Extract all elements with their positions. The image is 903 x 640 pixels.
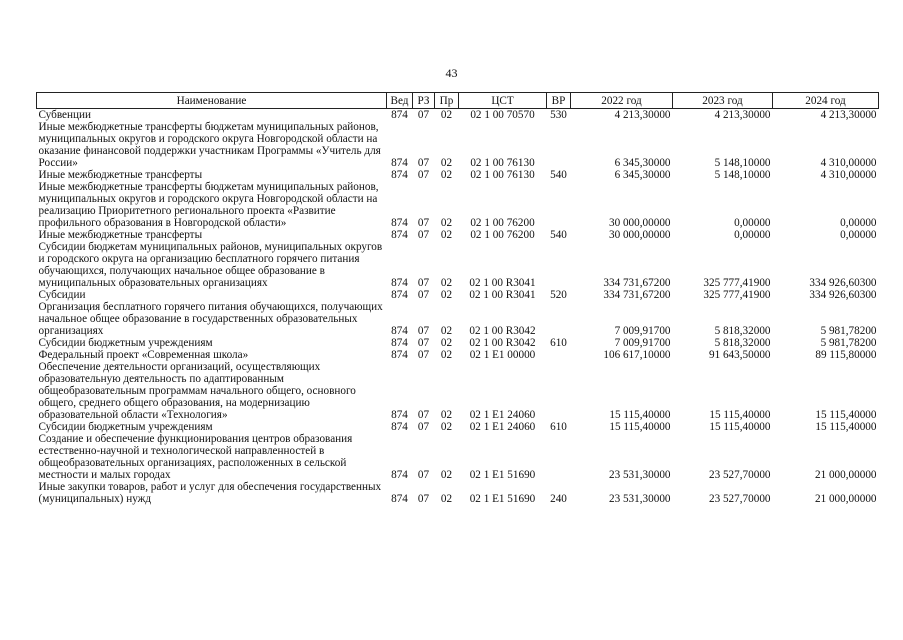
row-name: Создание и обеспечение функционирования центров образования естественно-научной и технологической направленностей в общеобразовательных организациях, расположенных в сельской местности и малых городах — [38, 433, 353, 481]
row-rz: 07 — [417, 325, 430, 337]
table-row — [37, 289, 879, 301]
row-vr: 540 — [550, 169, 567, 181]
row-rz: 07 — [417, 157, 430, 169]
row-pr: 02 — [440, 337, 453, 349]
row-amount-2023: 4 213,30000 — [714, 109, 771, 121]
row-amount-2023: 325 777,41900 — [703, 289, 771, 301]
table-row — [37, 181, 879, 229]
header-pr: Пр — [435, 93, 459, 109]
row-name: Иные межбюджетные трансферты бюджетам муниципальных районов, муниципальных округов и городского округа Новгородской области на реализацию Приоритетного регионального проекта «Развитие профильного образования в Новгородской области» — [38, 181, 379, 229]
row-vr — [547, 301, 571, 337]
row-vr — [547, 433, 571, 481]
row-vr — [547, 349, 571, 361]
row-amount-2024: 4 213,30000 — [820, 109, 877, 121]
row-vr — [547, 121, 571, 169]
row-pr: 02 — [440, 421, 453, 433]
row-vr — [547, 361, 571, 421]
row-name: Субсидии бюджетам муниципальных районов, муниципальных округов и городского округа на организацию бесплатного горячего питания обучающихся, получающих начальное общее образование в муниципальных образовательных организациях — [38, 241, 383, 289]
row-ved: 874 — [391, 109, 408, 121]
row-amount-2022: 4 213,30000 — [614, 109, 671, 121]
table-row — [37, 481, 879, 505]
row-ved: 874 — [391, 277, 408, 289]
header-2022: 2022 год — [571, 93, 673, 109]
row-rz: 07 — [417, 469, 430, 481]
row-vr: 530 — [550, 109, 567, 121]
row-amount-2022: 334 731,67200 — [603, 277, 671, 289]
row-name: Организация бесплатного горячего питания обучающихся, получающих начальное общее образование в государственных образовательных организациях — [38, 301, 383, 337]
row-cst: 02 1 00 R3042 — [469, 325, 536, 337]
row-amount-2024: 0,00000 — [840, 229, 877, 241]
table-row — [37, 301, 879, 337]
row-amount-2022: 334 731,67200 — [603, 289, 671, 301]
row-amount-2022: 23 531,30000 — [608, 493, 671, 505]
row-rz: 07 — [417, 337, 430, 349]
row-vr — [547, 181, 571, 229]
row-rz: 07 — [417, 349, 430, 361]
table-row — [37, 433, 879, 481]
row-amount-2023: 15 115,40000 — [709, 409, 771, 421]
row-amount-2022: 6 345,30000 — [614, 157, 671, 169]
header-vr: ВР — [547, 93, 571, 109]
row-cst: 02 1 00 R3041 — [469, 277, 536, 289]
table-row — [37, 169, 879, 181]
row-rz: 07 — [417, 409, 430, 421]
table-row — [37, 421, 879, 433]
row-rz: 07 — [417, 421, 430, 433]
row-amount-2023: 5 148,10000 — [714, 157, 771, 169]
table-row — [37, 109, 879, 122]
row-amount-2024: 5 981,78200 — [820, 337, 877, 349]
row-amount-2023: 0,00000 — [734, 217, 771, 229]
row-name: Обеспечение деятельности организаций, осуществляющих образовательную деятельность по адаптированным общеобразовательным программам начального общего, основного общего, среднего общего образования, на модернизацию образовательной области «Технология» — [38, 361, 356, 421]
row-rz: 07 — [417, 229, 430, 241]
row-amount-2024: 334 926,60300 — [809, 289, 877, 301]
row-name: Субвенции — [38, 109, 91, 121]
row-amount-2024: 21 000,00000 — [814, 469, 877, 481]
row-pr: 02 — [440, 157, 453, 169]
row-ved: 874 — [391, 169, 408, 181]
row-ved: 874 — [391, 421, 408, 433]
row-vr: 240 — [550, 493, 567, 505]
row-amount-2022: 15 115,40000 — [609, 409, 671, 421]
row-pr: 02 — [440, 289, 453, 301]
row-cst: 02 1 00 76130 — [470, 157, 535, 169]
row-ved: 874 — [391, 157, 408, 169]
table-row — [37, 229, 879, 241]
row-amount-2023: 325 777,41900 — [703, 277, 771, 289]
row-cst: 02 1 E1 00000 — [469, 349, 536, 361]
table-header-row — [37, 93, 879, 109]
row-amount-2023: 91 643,50000 — [708, 349, 771, 361]
row-vr: 610 — [550, 421, 567, 433]
row-amount-2024: 21 000,00000 — [814, 493, 877, 505]
row-pr: 02 — [440, 493, 453, 505]
row-rz: 07 — [417, 109, 430, 121]
row-name: Субсидии — [38, 289, 86, 301]
row-cst: 02 1 00 R3041 — [469, 289, 536, 301]
row-pr: 02 — [440, 109, 453, 121]
row-vr: 520 — [550, 289, 567, 301]
row-name: Иные межбюджетные трансферты — [38, 169, 203, 181]
row-cst: 02 1 E1 24060 — [469, 409, 536, 421]
table-row — [37, 241, 879, 289]
row-amount-2023: 5 818,32000 — [714, 337, 771, 349]
row-vr: 610 — [550, 337, 567, 349]
row-pr: 02 — [440, 229, 453, 241]
row-amount-2023: 5 818,32000 — [714, 325, 771, 337]
row-pr: 02 — [440, 169, 453, 181]
row-vr — [547, 241, 571, 289]
row-cst: 02 1 E1 51690 — [469, 493, 536, 505]
row-cst: 02 1 E1 24060 — [469, 421, 536, 433]
row-name: Иные закупки товаров, работ и услуг для обеспечения государственных (муниципальных) нужд — [38, 481, 382, 505]
table-body — [37, 109, 879, 506]
row-name: Федеральный проект «Современная школа» — [38, 349, 249, 361]
row-rz: 07 — [417, 217, 430, 229]
table-row — [37, 349, 879, 361]
row-amount-2023: 5 148,10000 — [714, 169, 771, 181]
row-ved: 874 — [391, 229, 408, 241]
row-amount-2023: 0,00000 — [734, 229, 771, 241]
table-row — [37, 361, 879, 421]
row-ved: 874 — [391, 217, 408, 229]
row-ved: 874 — [391, 289, 408, 301]
row-ved: 874 — [391, 325, 408, 337]
row-amount-2024: 334 926,60300 — [809, 277, 877, 289]
row-amount-2024: 15 115,40000 — [815, 421, 877, 433]
row-pr: 02 — [440, 217, 453, 229]
row-rz: 07 — [417, 289, 430, 301]
row-pr: 02 — [440, 349, 453, 361]
row-pr: 02 — [440, 325, 453, 337]
header-name: Наименование — [37, 93, 387, 109]
row-cst: 02 1 00 76200 — [470, 229, 535, 241]
row-vr: 540 — [550, 229, 567, 241]
row-amount-2022: 30 000,00000 — [608, 217, 671, 229]
row-amount-2022: 6 345,30000 — [614, 169, 671, 181]
row-ved: 874 — [391, 493, 408, 505]
header-2024: 2024 год — [773, 93, 879, 109]
row-name: Субсидии бюджетным учреждениям — [38, 337, 213, 349]
table-row — [37, 121, 879, 169]
row-amount-2023: 23 527,70000 — [708, 469, 771, 481]
row-ved: 874 — [391, 409, 408, 421]
row-rz: 07 — [417, 493, 430, 505]
row-amount-2022: 106 617,10000 — [603, 349, 671, 361]
row-amount-2023: 23 527,70000 — [708, 493, 771, 505]
header-ved: Вед — [387, 93, 413, 109]
row-pr: 02 — [440, 409, 453, 421]
header-rz: РЗ — [413, 93, 435, 109]
row-ved: 874 — [391, 349, 408, 361]
table-row — [37, 337, 879, 349]
row-amount-2024: 15 115,40000 — [815, 409, 877, 421]
header-2023: 2023 год — [673, 93, 773, 109]
row-amount-2024: 0,00000 — [840, 217, 877, 229]
row-amount-2022: 30 000,00000 — [608, 229, 671, 241]
row-amount-2024: 4 310,00000 — [820, 157, 877, 169]
row-amount-2022: 15 115,40000 — [609, 421, 671, 433]
row-cst: 02 1 00 70570 — [470, 109, 535, 121]
row-amount-2023: 15 115,40000 — [709, 421, 771, 433]
row-cst: 02 1 E1 51690 — [469, 469, 536, 481]
row-cst: 02 1 00 R3042 — [469, 337, 536, 349]
page-number: 43 — [445, 66, 458, 80]
row-name: Иные межбюджетные трансферты — [38, 229, 203, 241]
row-rz: 07 — [417, 169, 430, 181]
row-rz: 07 — [417, 277, 430, 289]
row-name: Субсидии бюджетным учреждениям — [38, 421, 213, 433]
row-cst: 02 1 00 76200 — [470, 217, 535, 229]
row-amount-2024: 4 310,00000 — [820, 169, 877, 181]
row-name: Иные межбюджетные трансферты бюджетам муниципальных районов, муниципальных округов и городского округа Новгородской области на оказание финансовой поддержки участникам Программы «Учитель для России» — [38, 121, 381, 169]
row-ved: 874 — [391, 469, 408, 481]
row-ved: 874 — [391, 337, 408, 349]
budget-table — [36, 92, 879, 505]
row-cst: 02 1 00 76130 — [470, 169, 535, 181]
row-pr: 02 — [440, 277, 453, 289]
row-amount-2022: 7 009,91700 — [614, 337, 671, 349]
row-amount-2022: 23 531,30000 — [608, 469, 671, 481]
header-cst: ЦСТ — [459, 93, 547, 109]
row-amount-2022: 7 009,91700 — [614, 325, 671, 337]
row-amount-2024: 89 115,80000 — [815, 349, 877, 361]
row-pr: 02 — [440, 469, 453, 481]
row-amount-2024: 5 981,78200 — [820, 325, 877, 337]
